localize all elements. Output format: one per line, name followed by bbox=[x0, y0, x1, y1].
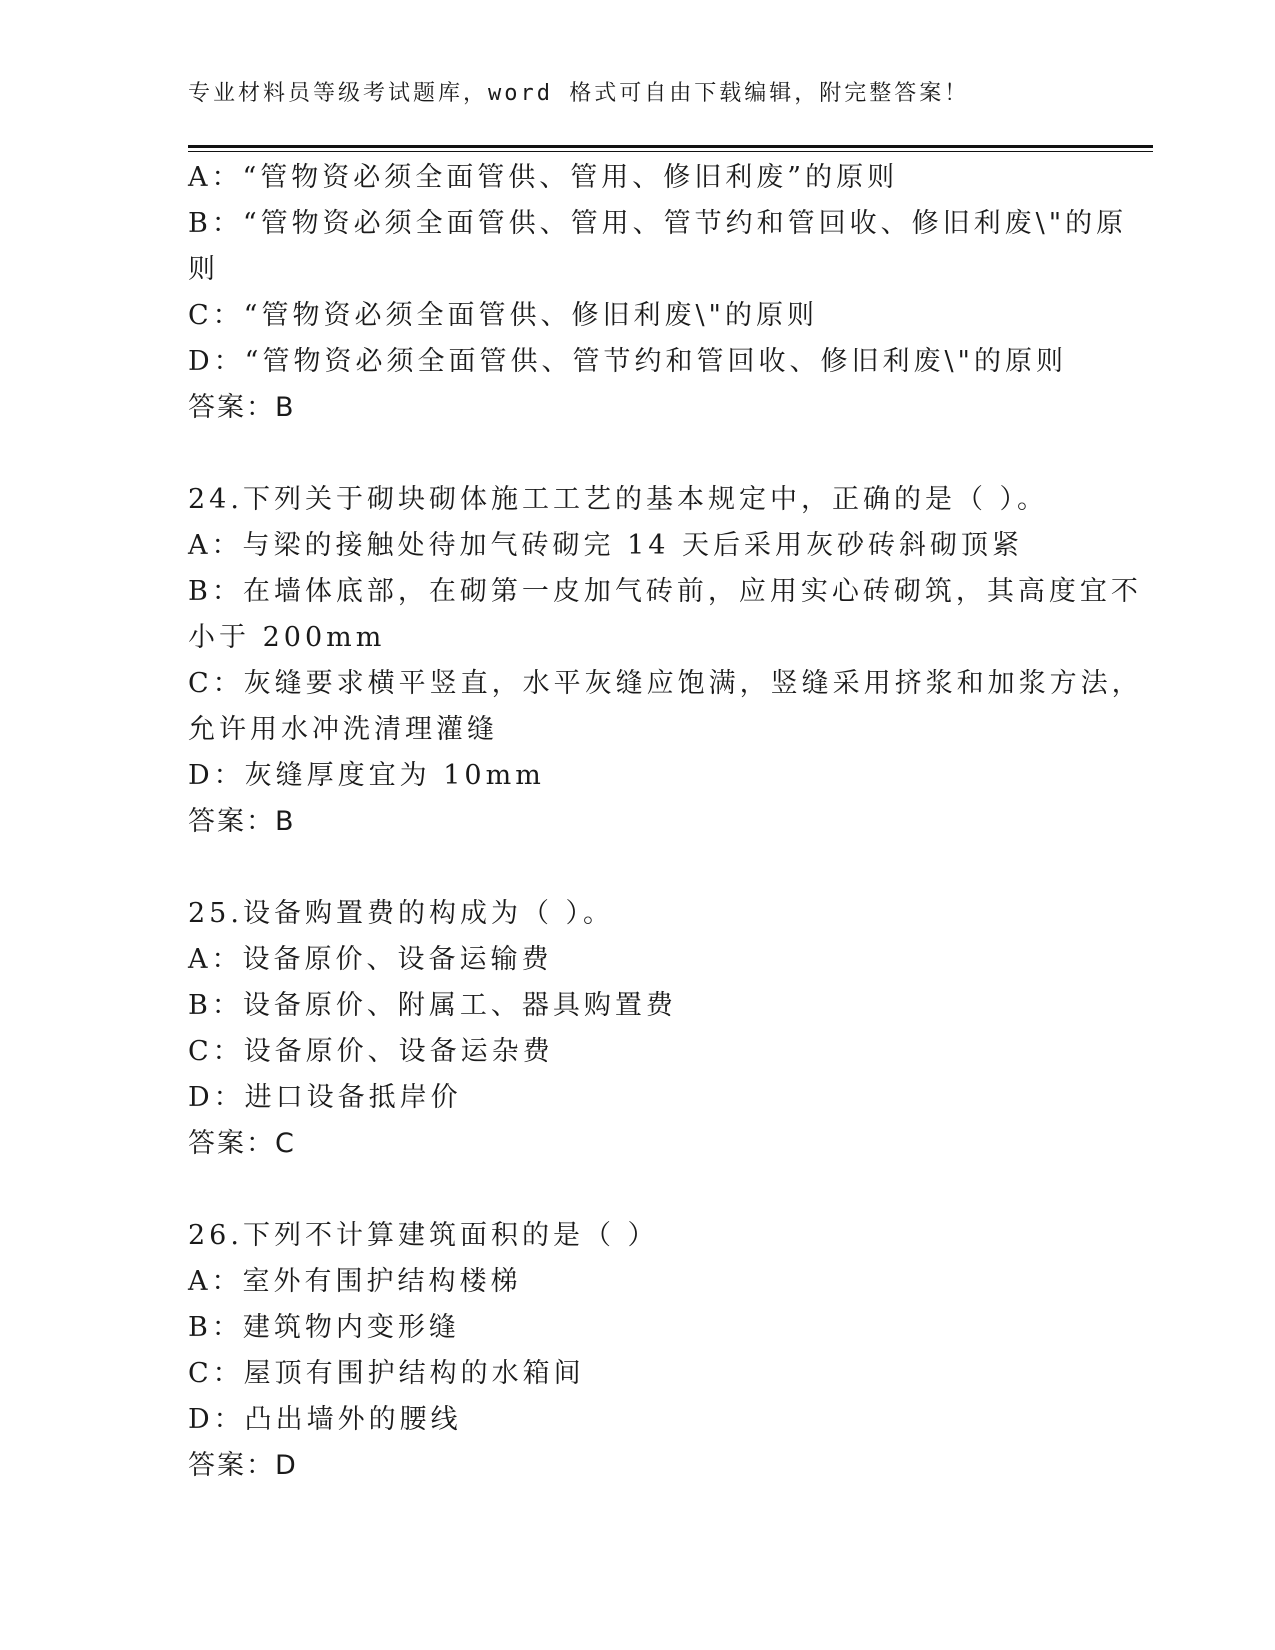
header-divider bbox=[188, 145, 1153, 152]
option-line: C：屋顶有围护结构的水箱间 bbox=[188, 1358, 585, 1389]
block-spacer bbox=[188, 845, 1088, 891]
option-line: C：“管物资必须全面管供、修旧利废\"的原则 bbox=[188, 300, 818, 331]
option-line: C：灰缝要求横平竖直，水平灰缝应饱满，竖缝采用挤浆和加浆方法， bbox=[188, 668, 1143, 699]
question-block bbox=[188, 477, 1143, 845]
question-block bbox=[188, 155, 1128, 431]
option-line: B：在墙体底部，在砌第一皮加气砖前，应用实心砖砌筑，其高度宜不 bbox=[188, 576, 1142, 607]
question-block bbox=[188, 1213, 1088, 1489]
question-stem: 26.下列不计算建筑面积的是（ ） bbox=[188, 1220, 659, 1251]
option-line: C：设备原价、设备运杂费 bbox=[188, 1036, 554, 1067]
option-line: A：与梁的接触处待加气砖砌完 14 天后采用灰砂砖斜砌顶紧 bbox=[188, 530, 1024, 561]
option-line: B：建筑物内变形缝 bbox=[188, 1312, 460, 1343]
option-line: D：进口设备抵岸价 bbox=[188, 1082, 462, 1113]
option-line: A：“管物资必须全面管供、管用、修旧利废”的原则 bbox=[188, 162, 899, 193]
option-line-continued: 则 bbox=[188, 254, 219, 285]
option-line-continued: 小于 200mm bbox=[188, 622, 386, 653]
option-line: D：“管物资必须全面管供、管节约和管回收、修旧利废\"的原则 bbox=[188, 346, 1067, 377]
block-spacer bbox=[188, 431, 1088, 477]
option-line-continued: 允许用水冲洗清理灌缝 bbox=[188, 714, 498, 745]
answer-line: 答案：D bbox=[188, 1450, 298, 1481]
answer-line: 答案：B bbox=[188, 806, 296, 837]
option-line: D：灰缝厚度宜为 10mm bbox=[188, 760, 545, 791]
option-line: D：凸出墙外的腰线 bbox=[188, 1404, 462, 1435]
option-line: B：“管物资必须全面管供、管用、管节约和管回收、修旧利废\"的原 bbox=[188, 208, 1128, 239]
block-spacer bbox=[188, 1167, 1088, 1213]
question-stem: 24.下列关于砌块砌体施工工艺的基本规定中，正确的是（ ）。 bbox=[188, 484, 1049, 515]
option-line: A：室外有围护结构楼梯 bbox=[188, 1266, 522, 1297]
question-list bbox=[188, 155, 1143, 1489]
answer-line: 答案：C bbox=[188, 1128, 296, 1159]
option-line: A：设备原价、设备运输费 bbox=[188, 944, 553, 975]
page-header: 专业材料员等级考试题库，word 格式可自由下载编辑，附完整答案！ bbox=[188, 81, 970, 106]
answer-line: 答案：B bbox=[188, 392, 296, 423]
question-stem: 25.设备购置费的构成为（ ）。 bbox=[188, 898, 615, 929]
option-line: B：设备原价、附属工、器具购置费 bbox=[188, 990, 677, 1021]
question-block bbox=[188, 891, 1088, 1167]
